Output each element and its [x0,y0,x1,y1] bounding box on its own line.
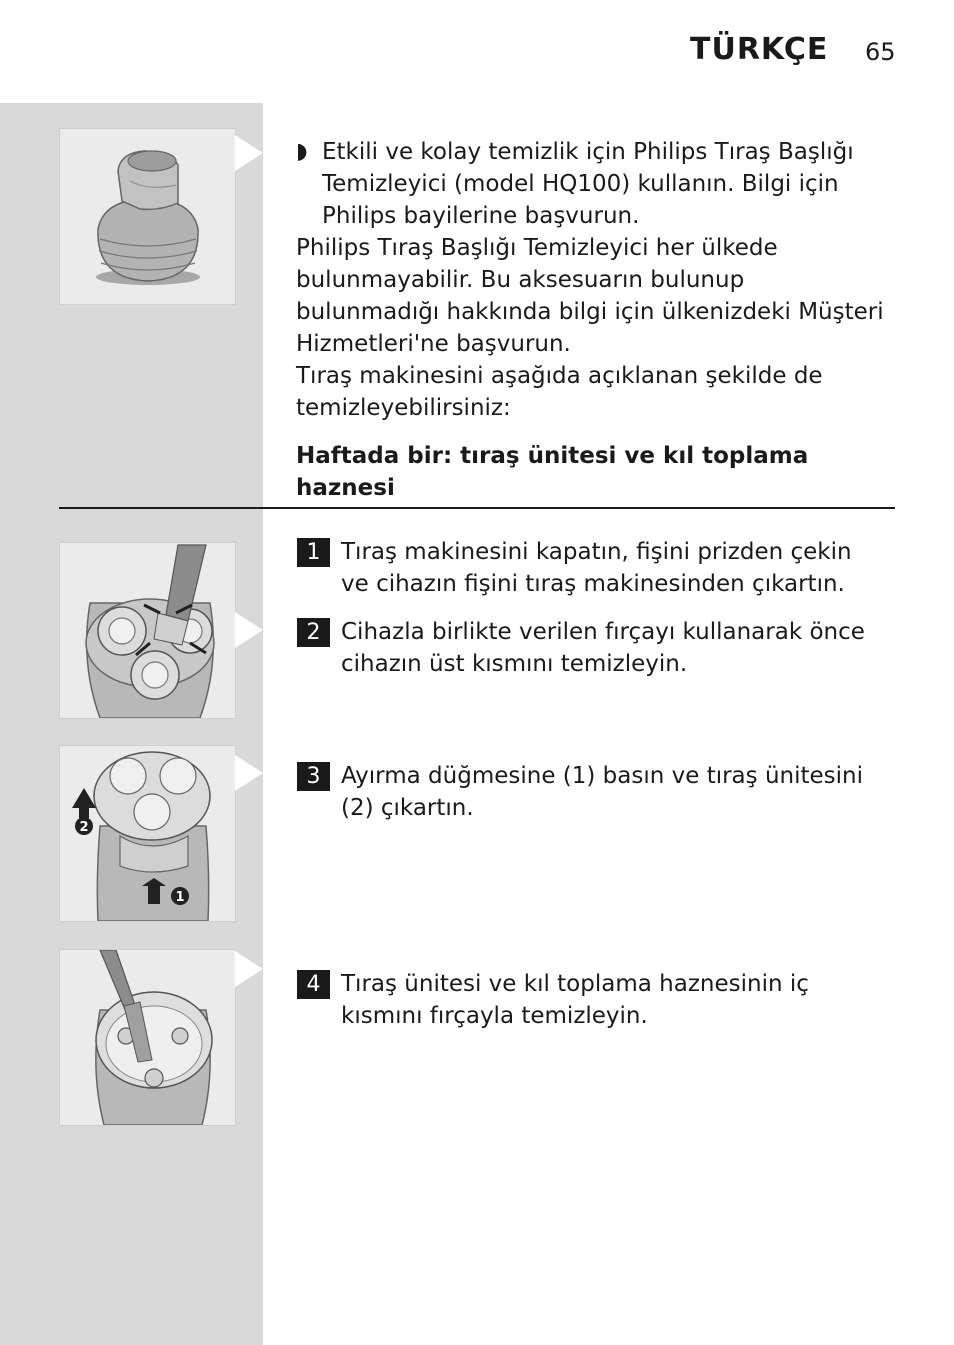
callout-1-label: 1 [175,890,185,905]
figure-brush-top [59,542,236,719]
intro-paragraph-1: Philips Tıraş Başlığı Temizleyici her ülkede bulunmayabilir. Bu aksesuarın bulunup bulunmadığı hakkında bilgi için ülkenizdeki Müşteri Hizmetleri'ne başvurun. [296,235,884,357]
step-text-2: Cihazla birlikte verilen fırçayı kullanarak önce cihazın üst kısmını temizleyin. [341,619,865,677]
step-number-4: 4 [297,970,330,999]
figure-pointer [235,612,263,648]
figure-cleaner-accessory [59,128,236,305]
callout-2-label: 2 [79,820,89,835]
figure-pointer [235,951,263,987]
intro-bullet-text: Etkili ve kolay temizlik için Philips Tıraş Başlığı Temizleyici (model HQ100) kullanın. Bilgi için Philips bayilerine başvurun. [322,139,854,229]
figure-pointer [235,755,263,791]
intro-paragraph-2: Tıraş makinesini aşağıda açıklanan şekilde de temizleyebilirsiniz: [296,363,823,421]
figure-release-button [59,745,236,922]
section-divider [59,507,895,509]
step-text-3: Ayırma düğmesine (1) basın ve tıraş ünitesini (2) çıkartın. [341,763,864,821]
figure-brush-inside [59,949,236,1126]
step-text-1: Tıraş makinesini kapatın, fişini prizden çekin ve cihazın fişini tıraş makinesinden çıkartın. [341,539,852,597]
step-number-2: 2 [297,618,330,647]
bullet-icon: ◗ [296,139,308,164]
step-number-3: 3 [297,762,330,791]
language-header: TÜRKÇE [690,32,829,67]
intro-bullet [322,136,882,232]
figure-pointer [235,135,263,171]
step-number-1: 1 [297,538,330,567]
step-text-4: Tıraş ünitesi ve kıl toplama haznesinin iç kısmını fırçayla temizleyin. [341,971,809,1029]
section-heading: Haftada bir: tıraş ünitesi ve kıl toplama haznesi [296,443,809,501]
page-number: 65 [865,38,896,66]
